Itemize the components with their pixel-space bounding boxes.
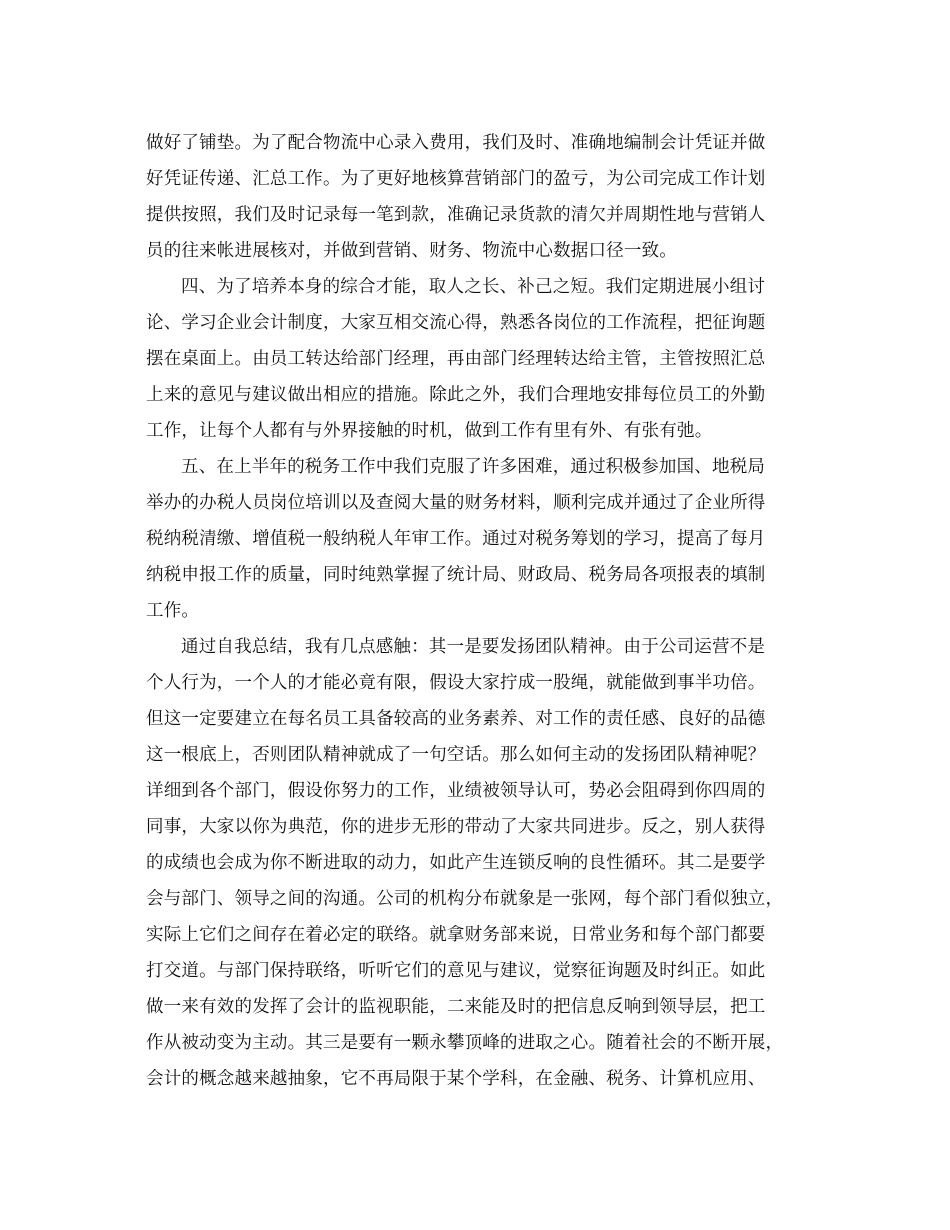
text-line: 举办的办税人员岗位培训以及查阅大量的财务材料，顺利完成并通过了企业所得 [146, 493, 766, 513]
paragraph-start-line: 通过自我总结，我有几点感触：其一是要发扬团队精神。由于公司运营不是 [181, 637, 766, 657]
text-line: 这一根底上，否则团队精神就成了一句空话。那么如何主动的发扬团队精神呢？ [146, 745, 766, 765]
text-line: 做一来有效的发挥了会计的监视职能，二来能及时的把信息反响到领导层，把工 [146, 997, 766, 1017]
text-line: 论、学习企业会计制度，大家互相交流心得，熟悉各岗位的工作流程，把征询题 [146, 313, 766, 333]
text-line: 详细到各个部门，假设你努力的工作，业绩被领导认可，势必会阻碍到你四周的 [146, 781, 766, 801]
paragraph-start-line: 五、在上半年的税务工作中我们克服了许多困难，通过积极参加国、地税局 [181, 457, 766, 477]
paragraph-start-line: 四、为了培养本身的综合才能，取人之长、补己之短。我们定期进展小组讨 [181, 277, 766, 297]
text-line: 的成绩也会成为你不断进取的动力，如此产生连锁反响的良性循环。其二是要学 [146, 853, 766, 873]
text-line: 税纳税清缴、增值税一般纳税人年审工作。通过对税务筹划的学习，提高了每月 [146, 529, 766, 549]
text-line: 上来的意见与建议做出相应的措施。除此之外，我们合理地安排每位员工的外勤 [146, 385, 766, 405]
text-line: 打交道。与部门保持联络，听听它们的意见与建议，觉察征询题及时纠正。如此 [146, 961, 766, 981]
text-line: 会与部门、领导之间的沟通。公司的机构分布就象是一张网，每个部门看似独立， [146, 889, 784, 909]
text-line: 工作，让每个人都有与外界接触的时机，做到工作有里有外、有张有弛。 [146, 421, 713, 441]
text-line: 摆在桌面上。由员工转达给部门经理，再由部门经理转达给主管，主管按照汇总 [146, 349, 766, 369]
text-line: 作从被动变为主动。其三是要有一颗永攀顶峰的进取之心。随着社会的不断开展， [146, 1033, 784, 1053]
text-line: 但这一定要建立在每名员工具备较高的业务素养、对工作的责任感、良好的品德 [146, 709, 766, 729]
text-line: 实际上它们之间存在着必定的联络。就拿财务部来说，日常业务和每个部门都要 [146, 925, 766, 945]
text-line: 员的往来帐进展核对，并做到营销、财务、物流中心数据口径一致。 [146, 241, 677, 261]
text-line: 提供按照，我们及时记录每一笔到款，准确记录货款的清欠并周期性地与营销人 [146, 205, 766, 225]
text-line: 工作。 [146, 601, 200, 621]
text-line: 做好了铺垫。为了配合物流中心录入费用，我们及时、准确地编制会计凭证并做 [146, 133, 766, 153]
text-line: 会计的概念越来越抽象，它不再局限于某个学科，在金融、税务、计算机应用、 [146, 1069, 766, 1089]
text-line: 纳税申报工作的质量，同时纯熟掌握了统计局、财政局、税务局各项报表的填制 [146, 565, 766, 585]
text-line: 好凭证传递、汇总工作。为了更好地核算营销部门的盈亏，为公司完成工作计划 [146, 169, 766, 189]
text-line: 同事，大家以你为典范，你的进步无形的带动了大家共同进步。反之，别人获得 [146, 817, 766, 837]
text-line: 个人行为，一个人的才能必竟有限，假设大家拧成一股绳，就能做到事半功倍。 [146, 673, 766, 693]
